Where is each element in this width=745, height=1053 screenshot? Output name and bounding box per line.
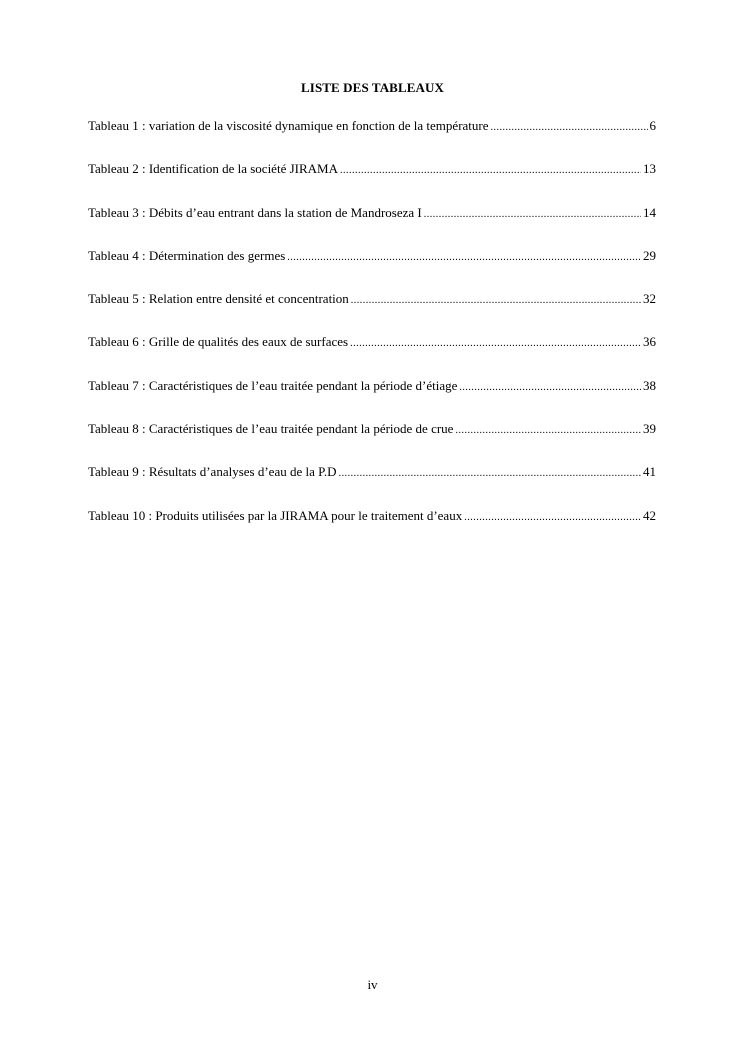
table-list-entry-3[interactable]: [88, 203, 656, 246]
entry-label: Tableau 8 : Caractéristiques de l’eau traitée pendant la période de crue: [88, 421, 454, 437]
entry-page-number: 13: [643, 161, 656, 177]
table-list-entry-1[interactable]: [88, 116, 656, 159]
dot-leader: [424, 205, 641, 225]
dot-leader: [340, 161, 641, 181]
dot-leader: [339, 464, 641, 484]
table-list-entry-10[interactable]: [88, 506, 656, 549]
entry-label: Tableau 7 : Caractéristiques de l’eau traitée pendant la période d’étiage: [88, 377, 458, 393]
entry-page-number: 14: [643, 204, 656, 220]
dot-leader: [351, 291, 641, 311]
table-list-entry-5[interactable]: [88, 289, 656, 332]
dot-leader: [350, 334, 641, 354]
table-list-entry-7[interactable]: [88, 376, 656, 419]
entry-label: Tableau 1 : variation de la viscosité dynamique en fonction de la température: [88, 118, 489, 133]
table-list-entry-2[interactable]: [88, 159, 656, 202]
table-list-entry-9[interactable]: [88, 462, 656, 505]
entry-page-number: 38: [643, 377, 656, 393]
entry-label: Tableau 10 : Produits utilisées par la JIRAMA pour le traitement d’eaux: [88, 507, 463, 523]
table-list: [88, 116, 656, 549]
dot-leader: [455, 421, 641, 441]
entry-label: Tableau 9 : Résultats d’analyses d’eau de la P.D: [88, 464, 337, 480]
entry-label: Tableau 3 : Débits d’eau entrant dans la station de Mandroseza I: [88, 204, 422, 220]
entry-page-number: 36: [643, 334, 656, 350]
entry-page-number: 41: [643, 464, 656, 480]
entry-label: Tableau 6 : Grille de qualités des eaux de surfaces: [88, 334, 349, 350]
entry-label: Tableau 5 : Relation entre densité et concentration: [88, 291, 349, 307]
entry-page-number: 39: [643, 421, 656, 437]
table-list-entry-4[interactable]: [88, 246, 656, 289]
entry-page-number: 42: [643, 507, 656, 523]
table-list-entry-6[interactable]: [88, 332, 656, 375]
entry-label: Tableau 2 : Identification de la société JIRAMA: [88, 161, 338, 177]
dot-leader: [464, 508, 641, 528]
dot-leader: [287, 248, 641, 268]
entry-label: Tableau 4 : Détermination des germes: [88, 247, 286, 263]
entry-page-number: 6: [649, 118, 656, 133]
page-number: iv: [367, 977, 378, 992]
dot-leader: [491, 118, 648, 138]
entry-page-number: 29: [643, 247, 656, 263]
page-title: LISTE DES TABLEAUX: [301, 80, 444, 95]
table-list-entry-8[interactable]: [88, 419, 656, 462]
entry-page-number: 32: [643, 291, 656, 307]
dot-leader: [459, 378, 641, 398]
